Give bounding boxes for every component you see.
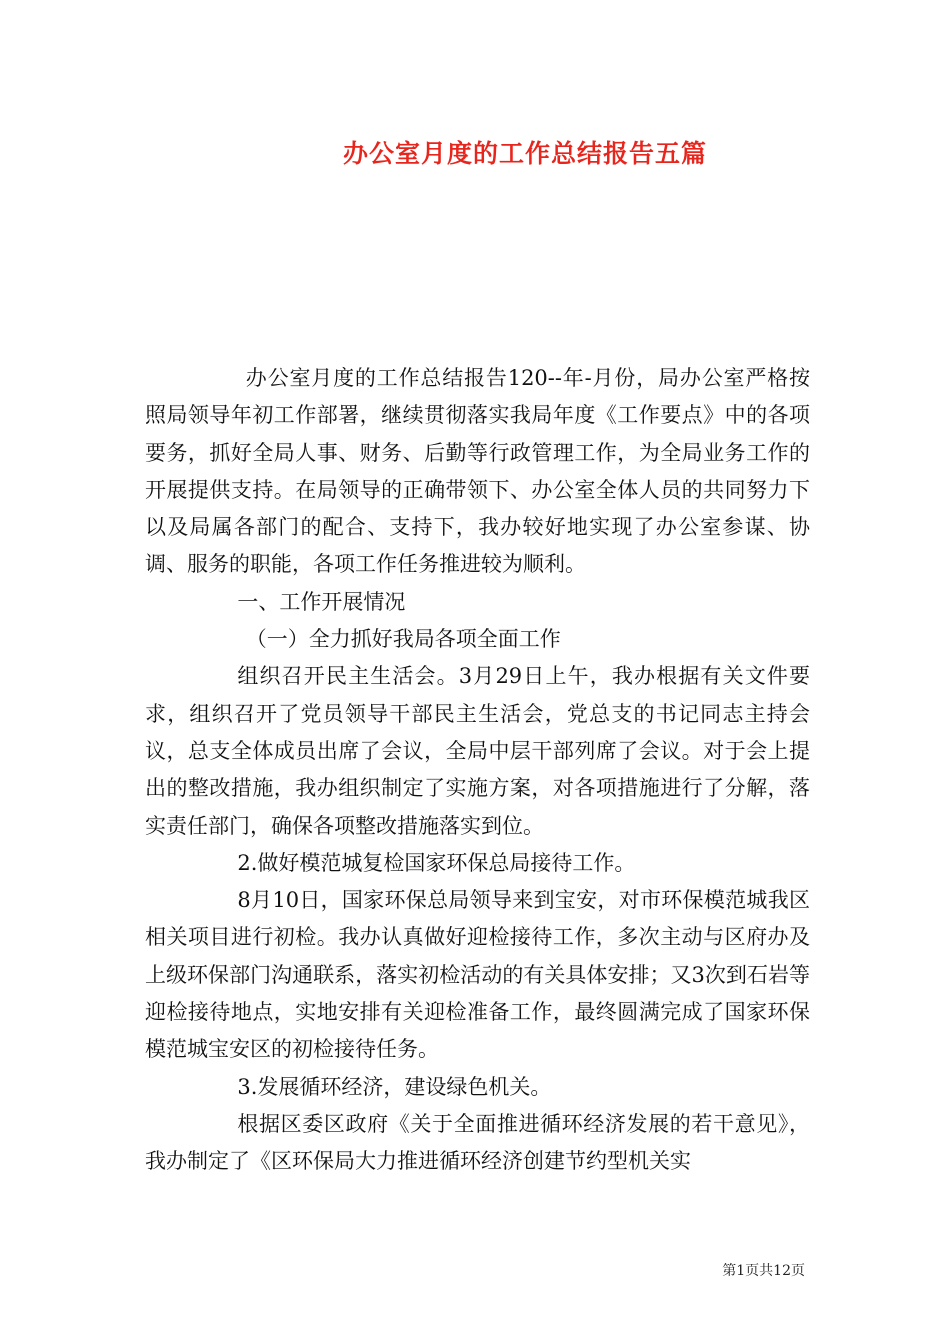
item-heading-3: 3.发展循环经济，建设绿色机关。	[237, 1074, 552, 1099]
paragraph-inspection: 8月10日，国家环保总局领导来到宝安，对市环保模范城我区相关项目进行初检。我办认真做好迎检接待工作，多次主动与区府办及上级环保部门沟通联系，落实初检活动的有关具体安排；又3次到石岩等迎检接待地点，实地安排有关迎检准备工作，最终圆满完成了国家环保模范城宝安区的初检接待任务。	[145, 888, 810, 1062]
paragraph-intro: 办公室月度的工作总结报告120--年-月份，局办公室严格按照局领导年初工作部署，继续贯彻落实我局年度《工作要点》中的各项要务，抓好全局人事、财务、后勤等行政管理工作，为全局业务工作的开展提供支持。在局领导的正确带领下、办公室全体人员的共同努力下以及局属各部门的配合、支持下，我办较好地实现了办公室参谋、协调、服务的职能，各项工作任务推进较为顺利。	[145, 366, 810, 577]
item-heading-2: 2.做好模范城复检国家环保总局接待工作。	[237, 850, 636, 875]
paragraph-meeting: 组织召开民主生活会。3月29日上午，我办根据有关文件要求，组织召开了党员领导干部民主生活会，党总支的书记同志主持会议，总支全体成员出席了会议，全局中层干部列席了会议。对于会上提出的整改措施，我办组织制定了实施方案，对各项措施进行了分解，落实责任部门，确保各项整改措施落实到位。	[145, 664, 810, 838]
section-heading-1: 一、工作开展情况	[237, 589, 406, 614]
document-title: 办公室月度的工作总结报告五篇	[342, 139, 707, 168]
page-number: 第1页共12页	[722, 1263, 805, 1279]
subsection-heading-1: （一）全力抓好我局各项全面工作	[245, 627, 561, 652]
document-body	[145, 360, 810, 1181]
paragraph-circular-economy: 根据区委区政府《关于全面推进循环经济发展的若干意见》，我办制定了《区环保局大力推进循环经济创建节约型机关实	[145, 1111, 810, 1174]
